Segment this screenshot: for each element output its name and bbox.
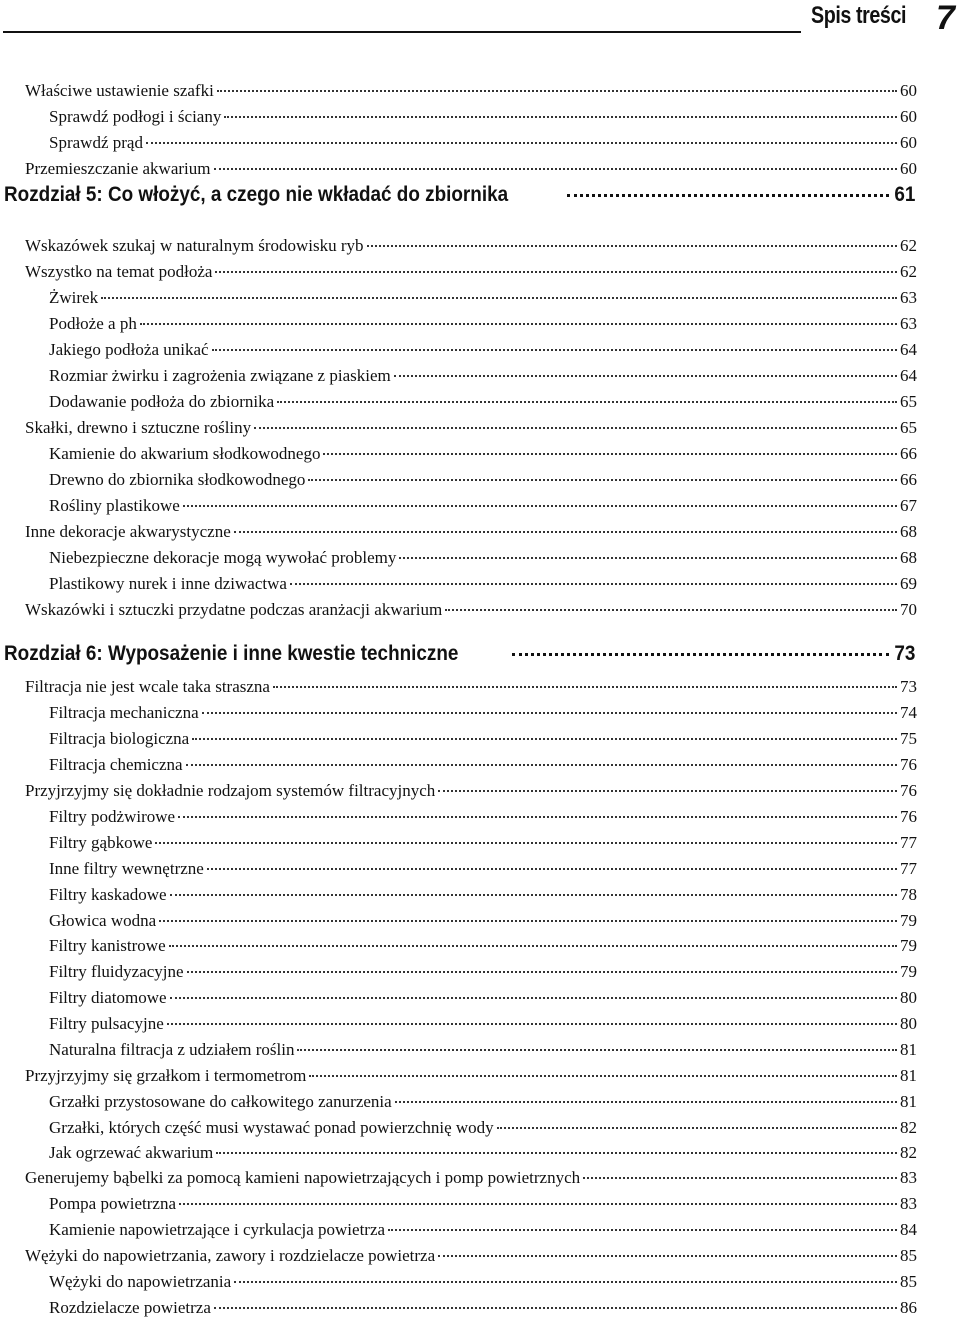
toc-entry-label: Pompa powietrzna	[49, 1194, 176, 1213]
toc-entry-label: Filtracja biologiczna	[49, 729, 190, 748]
dot-leader	[224, 116, 897, 118]
toc-entry-label: Przemieszczanie akwarium	[25, 159, 211, 178]
toc-entry-label: Jakiego podłoża unikać	[49, 340, 209, 359]
toc-entry-page: 86	[900, 1298, 917, 1317]
toc-entry-label: Skałki, drewno i sztuczne rośliny	[25, 418, 252, 437]
toc-entry[interactable]	[25, 676, 917, 698]
header-page-number: 7	[936, 0, 955, 37]
toc-entry-label: Filtry kaskadowe	[49, 885, 167, 904]
toc-entry-label: Filtracja nie jest wcale taka straszna	[25, 677, 270, 696]
toc-entry-label: Niebezpieczne dekoracje mogą wywołać problemy	[49, 548, 397, 567]
dot-leader	[394, 375, 897, 377]
toc-entry[interactable]	[25, 261, 917, 283]
toc-entry[interactable]	[49, 910, 917, 932]
dot-leader	[207, 868, 897, 870]
dot-leader	[497, 1127, 897, 1129]
toc-entry-page: 60	[900, 159, 917, 178]
dot-leader	[290, 583, 897, 585]
toc-entry-page: 77	[900, 859, 917, 878]
toc-entry-label: Głowica wodna	[49, 911, 157, 930]
toc-entry[interactable]	[49, 1297, 917, 1319]
dot-leader	[146, 142, 897, 144]
toc-entry[interactable]	[49, 1193, 917, 1215]
toc-entry[interactable]	[25, 80, 917, 102]
toc-entry-label: Filtry diatomowe	[49, 988, 167, 1007]
dot-leader	[159, 920, 897, 922]
toc-entry-page: 60	[900, 133, 917, 152]
toc-entry[interactable]	[49, 754, 917, 776]
toc-entry-page: 82	[900, 1143, 917, 1162]
toc-entry-page: 81	[900, 1066, 917, 1085]
toc-entry-label: Naturalna filtracja z udziałem roślin	[49, 1040, 295, 1059]
toc-entry[interactable]	[25, 158, 917, 180]
toc-entry-page: 80	[900, 988, 917, 1007]
dot-leader	[170, 894, 897, 896]
toc-entry-label: Wężyki do napowietrzania	[49, 1272, 232, 1291]
toc-entry-page: 70	[900, 600, 917, 619]
toc-entry-page: 64	[900, 366, 917, 385]
dot-leader	[308, 479, 897, 481]
toc-entry-page: 63	[900, 288, 917, 307]
toc-entry-label: Dodawanie podłoża do zbiornika	[49, 392, 275, 411]
toc-entry[interactable]	[49, 573, 917, 595]
toc-entry-label: Inne filtry wewnętrzne	[49, 859, 204, 878]
toc-entry-page: 65	[900, 392, 917, 411]
toc-entry-label: Drewno do zbiornika słodkowodnego	[49, 470, 306, 489]
toc-entry-label: Filtry kanistrowe	[49, 936, 166, 955]
toc-entry-page: 84	[900, 1220, 917, 1239]
toc-entry-page: 60	[900, 81, 917, 100]
toc-entry-page: 85	[900, 1246, 917, 1265]
toc-entry-page: 75	[900, 729, 917, 748]
toc-entry-page: 81	[900, 1040, 917, 1059]
toc-entry-page: 85	[900, 1272, 917, 1291]
toc-entry-page: 76	[900, 807, 917, 826]
toc-entry-label: Rośliny plastikowe	[49, 496, 180, 515]
toc-entry[interactable]	[49, 728, 917, 750]
toc-entry[interactable]	[25, 417, 917, 439]
toc-entry[interactable]	[25, 1065, 917, 1087]
toc-entry[interactable]	[25, 780, 917, 802]
toc-entry-label: Kamienie do akwarium słodkowodnego	[49, 444, 321, 463]
toc-entry-label: Jak ogrzewać akwarium	[49, 1143, 214, 1162]
toc-entry-page: 78	[900, 885, 917, 904]
dot-leader	[187, 971, 897, 973]
toc-entry-label: Rozdział 6: Wyposażenie i inne kwestie techniczne	[4, 642, 459, 665]
toc-entry-label: Sprawdź podłogi i ściany	[49, 107, 222, 126]
toc-entry-label: Filtry podżwirowe	[49, 807, 176, 826]
toc-entry-label: Filtracja mechaniczna	[49, 703, 199, 722]
toc-entry[interactable]	[49, 961, 917, 983]
header-rule	[3, 31, 801, 33]
toc-entry[interactable]	[49, 1219, 917, 1241]
toc-entry-page: 79	[900, 936, 917, 955]
toc-entry-label: Rozmiar żwirku i zagrożenia związane z piaskiem	[49, 366, 391, 385]
dot-leader	[367, 245, 897, 247]
toc-entry[interactable]	[49, 469, 917, 491]
toc-entry-label: Przyjrzyjmy się dokładnie rodzajom systemów filtracyjnych	[25, 781, 436, 800]
dot-leader	[178, 816, 897, 818]
dot-leader	[323, 453, 897, 455]
toc-entry[interactable]	[49, 495, 917, 517]
dot-leader	[309, 1075, 897, 1077]
toc-entry-label: Właściwe ustawienie szafki	[25, 81, 214, 100]
toc-entry-label: Wskazówek szukaj w naturalnym środowisku ryb	[25, 236, 364, 255]
toc-chapter-entry[interactable]	[4, 182, 915, 208]
toc-entry[interactable]	[49, 1013, 917, 1035]
toc-entry-label: Plastikowy nurek i inne dziwactwa	[49, 574, 287, 593]
toc-entry-label: Wszystko na temat podłoża	[25, 262, 213, 281]
header-title: Spis treści	[811, 2, 907, 29]
toc-entry[interactable]	[49, 987, 917, 1009]
toc-entry-label: Wężyki do napowietrzania, zawory i rozdzielacze powietrza	[25, 1246, 436, 1265]
toc-entry-page: 79	[900, 962, 917, 981]
toc-entry-page: 66	[900, 444, 917, 463]
dot-leader	[399, 557, 897, 559]
dot-leader	[277, 401, 897, 403]
dot-leader	[183, 505, 897, 507]
dot-leader	[567, 194, 889, 197]
toc-entry-page: 83	[900, 1168, 917, 1187]
toc-entry-page: 60	[900, 107, 917, 126]
toc-entry-label: Kamienie napowietrzające i cyrkulacja powietrza	[49, 1220, 386, 1239]
toc-entry-page: 63	[900, 314, 917, 333]
dot-leader	[214, 1307, 897, 1309]
dot-leader	[155, 842, 897, 844]
toc-entry-page: 83	[900, 1194, 917, 1213]
dot-leader	[254, 427, 897, 429]
dot-leader	[273, 686, 897, 688]
dot-leader	[140, 323, 897, 325]
toc-entry[interactable]	[49, 1271, 917, 1293]
toc-entry-page: 68	[900, 548, 917, 567]
toc-entry[interactable]	[25, 1167, 917, 1189]
dot-leader	[234, 531, 897, 533]
toc-entry[interactable]	[49, 132, 917, 154]
toc-entry-page: 73	[893, 642, 915, 665]
running-header	[0, 0, 960, 44]
dot-leader	[445, 609, 897, 611]
toc-entry[interactable]	[49, 391, 917, 413]
toc-entry[interactable]	[49, 935, 917, 957]
dot-leader	[101, 297, 897, 299]
dot-leader	[512, 653, 889, 656]
dot-leader	[438, 790, 897, 792]
toc-entry-page: 62	[900, 262, 917, 281]
toc-entry-page: 69	[900, 574, 917, 593]
toc-entry-label: Przyjrzyjmy się grzałkom i termometrom	[25, 1066, 307, 1085]
toc-entry[interactable]	[49, 702, 917, 724]
toc-entry-label: Filtry fluidyzacyjne	[49, 962, 184, 981]
dot-leader	[438, 1255, 897, 1257]
dot-leader	[234, 1281, 897, 1283]
toc-entry[interactable]	[25, 599, 917, 621]
toc-entry-page: 62	[900, 236, 917, 255]
toc-entry[interactable]	[49, 547, 917, 569]
toc-entry-label: Rozdzielacze powietrza	[49, 1298, 211, 1317]
toc-entry[interactable]	[49, 858, 917, 880]
toc-entry-label: Filtry gąbkowe	[49, 833, 153, 852]
toc-entry-page: 65	[900, 418, 917, 437]
toc-entry-page: 79	[900, 911, 917, 930]
toc-entry-label: Wskazówki i sztuczki przydatne podczas aranżacji akwarium	[25, 600, 443, 619]
dot-leader	[202, 712, 897, 714]
dot-leader	[297, 1049, 897, 1051]
dot-leader	[179, 1203, 897, 1205]
dot-leader	[192, 738, 897, 740]
toc-chapter-entry[interactable]	[4, 641, 915, 667]
toc-entry-page: 67	[900, 496, 917, 515]
toc-entry[interactable]	[49, 106, 917, 128]
toc-entry-page: 74	[900, 703, 917, 722]
dot-leader	[217, 90, 897, 92]
toc-entry[interactable]	[25, 521, 917, 543]
toc-entry[interactable]	[49, 1091, 917, 1113]
toc-entry-page: 73	[900, 677, 917, 696]
toc-entry[interactable]	[49, 339, 917, 361]
toc-entry[interactable]	[49, 1142, 917, 1164]
toc-entry-page: 61	[893, 183, 915, 206]
toc-entry-label: Rozdział 5: Co włożyć, a czego nie wkładać do zbiornika	[4, 183, 509, 206]
toc-entry-page: 76	[900, 781, 917, 800]
toc-entry-label: Podłoże a ph	[49, 314, 137, 333]
dot-leader	[215, 271, 897, 273]
toc-entry-label: Generujemy bąbelki za pomocą kamieni napowietrzających i pomp powietrznych	[25, 1168, 581, 1187]
dot-leader	[395, 1101, 897, 1103]
toc-entry-page: 81	[900, 1092, 917, 1111]
toc-entry-page: 82	[900, 1118, 917, 1137]
toc-entry[interactable]	[49, 313, 917, 335]
toc-entry[interactable]	[49, 832, 917, 854]
toc-entry[interactable]	[25, 235, 917, 257]
toc-entry-page: 68	[900, 522, 917, 541]
toc-entry-label: Żwirek	[49, 288, 99, 307]
toc-entry[interactable]	[49, 806, 917, 828]
toc-entry[interactable]	[49, 365, 917, 387]
dot-leader	[167, 1023, 897, 1025]
dot-leader	[212, 349, 897, 351]
toc-entry-page: 66	[900, 470, 917, 489]
toc-entry[interactable]	[49, 287, 917, 309]
toc-entry-page: 77	[900, 833, 917, 852]
dot-leader	[169, 945, 897, 947]
toc-entry[interactable]	[49, 443, 917, 465]
toc-entry-label: Sprawdź prąd	[49, 133, 143, 152]
dot-leader	[214, 168, 898, 170]
dot-leader	[583, 1177, 897, 1179]
toc-entry[interactable]	[25, 1245, 917, 1267]
toc-entry-label: Inne dekoracje akwarystyczne	[25, 522, 231, 541]
toc-entry-label: Grzałki przystosowane do całkowitego zanurzenia	[49, 1092, 392, 1111]
toc-entry[interactable]	[49, 1117, 917, 1139]
dot-leader	[216, 1152, 897, 1154]
dot-leader	[186, 764, 897, 766]
toc-entry-page: 80	[900, 1014, 917, 1033]
toc-entry[interactable]	[49, 884, 917, 906]
toc-entry-label: Grzałki, których część musi wystawać ponad powierzchnię wody	[49, 1118, 494, 1137]
dot-leader	[170, 997, 897, 999]
toc-entry-page: 64	[900, 340, 917, 359]
toc-entry-label: Filtry pulsacyjne	[49, 1014, 164, 1033]
toc-entry-label: Filtracja chemiczna	[49, 755, 183, 774]
dot-leader	[388, 1229, 897, 1231]
toc-entry-page: 76	[900, 755, 917, 774]
toc-entry[interactable]	[49, 1039, 917, 1061]
